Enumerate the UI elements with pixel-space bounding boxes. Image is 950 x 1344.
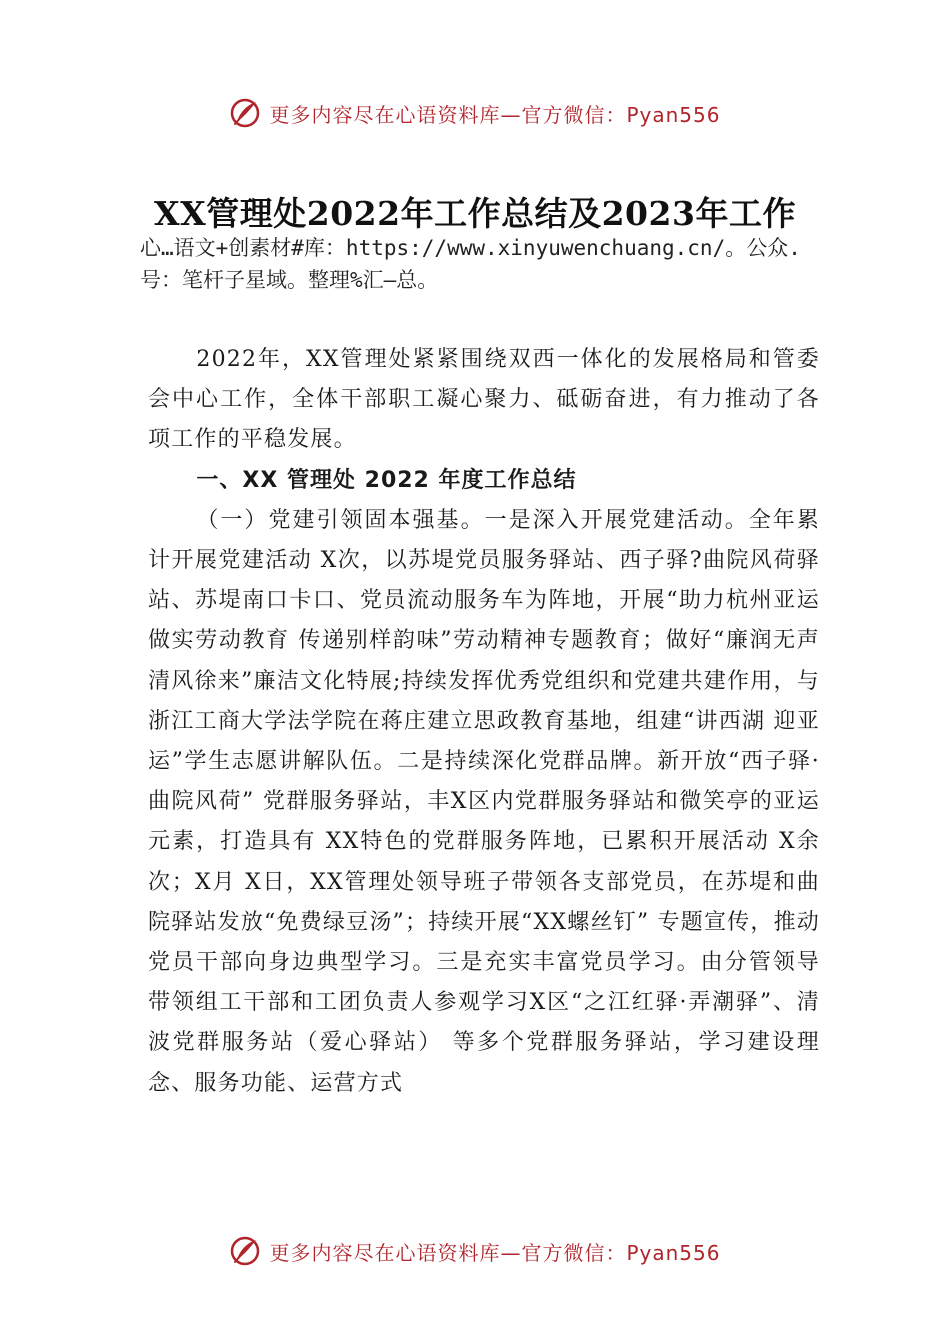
header-banner-text: 更多内容尽在心语资料库—官方微信：Pyan556 <box>269 102 721 127</box>
subsection-paragraph <box>148 501 820 1104</box>
quill-logo-icon <box>229 97 261 129</box>
intro-paragraph: 2022年，XX管理处紧紧围绕双西一体化的发展格局和管委会中心工作，全体干部职工凝心聚力、砥砺奋进，有力推动了各项工作的平稳发展。 <box>148 347 820 453</box>
source-note: 心…语文+创素材#库：https://www.xinyuwenchuang.cn/。公众.号：笔杆子星域。整理%汇—总。 <box>140 236 801 292</box>
footer-banner-text: 更多内容尽在心语资料库—官方微信：Pyan556 <box>269 1240 721 1265</box>
quill-logo-icon <box>229 1235 261 1267</box>
document-body <box>148 340 820 1104</box>
header-banner <box>0 93 950 133</box>
subsection-body: 一是深入开展党建活动。全年累计开展党建活动 X次，以苏堤党员服务驿站、西子驿?曲院风荷驿站、苏堤南口卡口、党员流动服务车为阵地，开展“助力杭州亚运 做实劳动教育 传递别样韵味”劳动精神专题教育；做好“廉润无声 清风徐来”廉洁文化特展;持续发挥优秀党组织和党建共建作用，与浙江工商大学法学院在蒋庄建立思政教育基地，组建“讲西湖 迎亚运”学生志愿讲解队伍。二是持续深化党群品牌。新开放“西子驿·曲院风荷” 党群服务驿站，丰X区内党群服务驿站和微笑亭的亚运元素，打造具有 XX特色的党群服务阵地，已累积开展活动 X余次；X月 X日，XX管理处领导班子带领各支部党员，在苏堤和曲院驿站发放“免费绿豆汤”；持续开展“XX螺丝钉” 专题宣传，推动党员干部向身边典型学习。三是充实丰富党员学习。由分管领导带领组工干部和工团负责人参观学习X区“之江红驿·弄潮驿”、清波党群服务站（爱心驿站） 等多个党群服务驿站，学习建设理念、服务功能、运营方式 <box>148 507 820 1096</box>
footer-banner <box>0 1231 950 1271</box>
section-heading: 一、XX 管理处 2022 年度工作总结 <box>196 467 577 493</box>
document-title: XX管理处2022年工作总结及2023年工作 <box>154 194 796 233</box>
subsection-label: （一）党建引领固本强基。 <box>196 507 485 533</box>
